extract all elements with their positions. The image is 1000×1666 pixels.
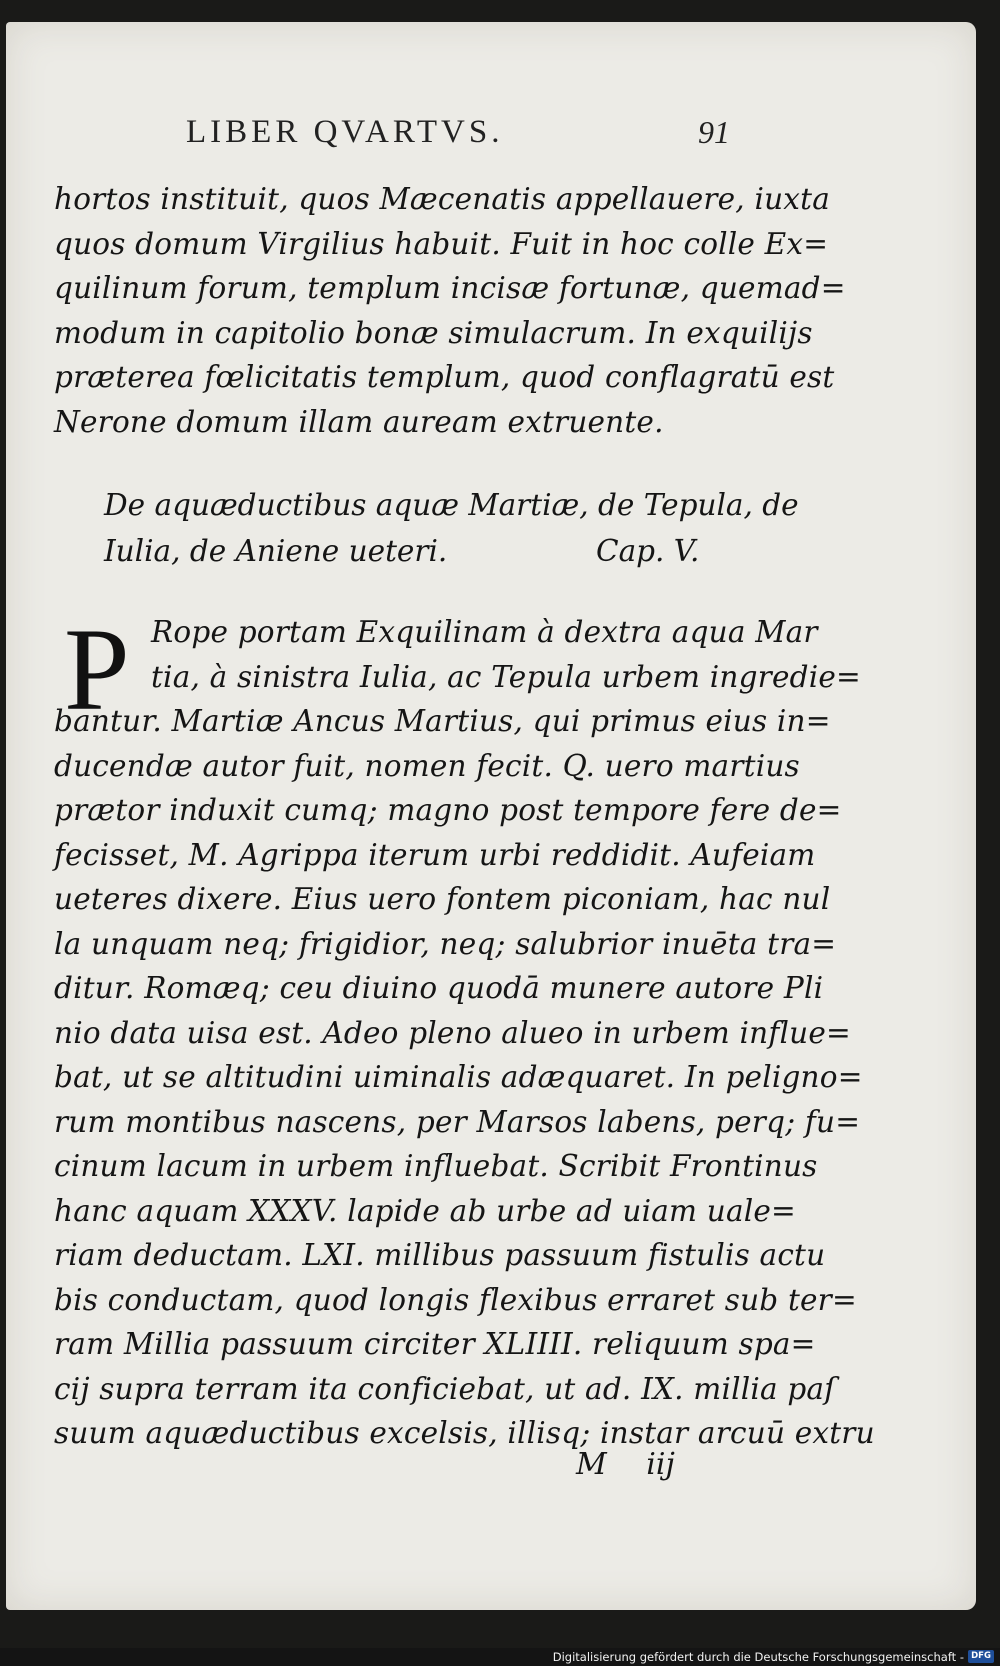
text-line: rum montibus nascens, per Marsos labens, perq; fu= bbox=[54, 1104, 861, 1139]
text-line: bat, ut se altitudini uiminalis adæquaret. In peligno= bbox=[54, 1060, 863, 1094]
text-line: ram Millia passuum circiter XLIIII. reliquum spa= bbox=[54, 1327, 816, 1361]
text-line: ditur. Romæq; ceu diuino quodā munere autore Pli bbox=[54, 971, 824, 1005]
paragraph-1 bbox=[54, 177, 934, 444]
text-line: hortos instituit, quos Mæcenatis appellauere, iuxta bbox=[54, 182, 830, 216]
text-line: bantur. Martiæ Ancus Martius, qui primus eius in= bbox=[54, 704, 831, 738]
chapter-heading bbox=[104, 482, 904, 574]
chapter-number: Cap. V. bbox=[596, 534, 700, 568]
text-line: la unquam neq; frigidior, neq; salubrior inuēta tra= bbox=[54, 926, 837, 961]
drop-cap: P bbox=[64, 604, 130, 735]
page-number: 91 bbox=[698, 114, 730, 150]
text-line: ducendæ autor fuit, nomen fecit. Q. uero martius bbox=[54, 748, 800, 783]
text-line: cij supra terram ita conficiebat, ut ad. IX. millia paſ bbox=[54, 1371, 836, 1406]
text-line: tia, à sinistra Iulia, ac Tepula urbem ingredie= bbox=[151, 659, 861, 694]
text-line: Nerone domum illam auream extruente. bbox=[54, 404, 664, 439]
text-line: hanc aquam XXXV. lapide ab urbe ad uiam uale= bbox=[54, 1193, 796, 1228]
text-line: ueteres dixere. Eius uero fontem piconiam, hac nul bbox=[54, 882, 831, 916]
book-page bbox=[6, 22, 976, 1610]
text-line: modum in capitolio bonæ simulacrum. In exquilijs bbox=[54, 315, 813, 350]
text-line: Rope portam Exquilinam à dextra aqua Mar bbox=[151, 615, 818, 649]
text-line: riam deductam. LXI. millibus passuum fistulis actu bbox=[54, 1238, 826, 1272]
text-line: fecisset, M. Agrippa iterum urbi reddidit. Aufeiam bbox=[54, 837, 816, 872]
signature-mark: M iij bbox=[576, 1447, 675, 1482]
paragraph-2 bbox=[54, 604, 934, 1456]
text-line: præterea fœlicitatis templum, quod conflagratū est bbox=[54, 360, 835, 394]
running-head: LIBER QVARTVS. bbox=[186, 114, 504, 150]
text-line: bis conductam, quod longis flexibus erraret sub ter= bbox=[54, 1282, 857, 1317]
text-line: quilinum forum, templum incisæ fortunæ, quemad= bbox=[54, 271, 846, 305]
text-line: nio data uisa est. Adeo pleno alueo in urbem influe= bbox=[54, 1015, 851, 1050]
footer-credit: Digitalisierung gefördert durch die Deutsche Forschungsgemeinschaft - bbox=[552, 1650, 964, 1664]
text-line: quos domum Virgilius habuit. Fuit in hoc colle Ex= bbox=[54, 226, 829, 261]
heading-line: Iulia, de Aniene ueteri. bbox=[104, 534, 448, 568]
text-line: cinum lacum in urbem influebat. Scribit Frontinus bbox=[54, 1149, 818, 1183]
text-line: suum aquæductibus excelsis, illisq; instar arcuū extru bbox=[54, 1416, 875, 1450]
heading-line: De aquæductibus aquæ Martiæ, de Tepula, de bbox=[104, 488, 799, 522]
dfg-logo-icon: DFG bbox=[968, 1650, 994, 1663]
text-line: prætor induxit cumq; magno post tempore fere de= bbox=[54, 793, 842, 827]
